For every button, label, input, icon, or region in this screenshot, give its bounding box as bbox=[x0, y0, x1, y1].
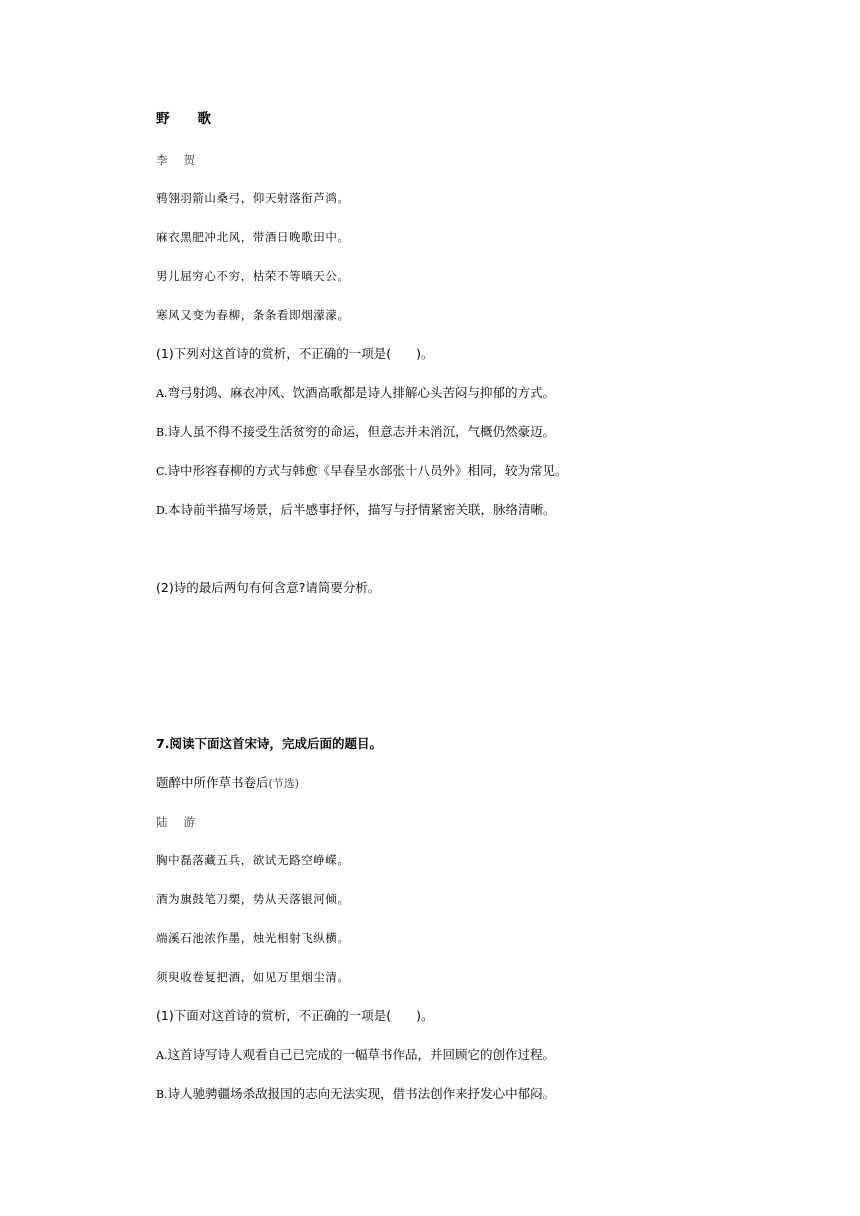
option-letter: B. bbox=[156, 1088, 168, 1101]
poem-title bbox=[156, 111, 211, 127]
option-letter: B. bbox=[156, 426, 168, 439]
option-text: 诗人虽不得不接受生活贫穷的命运，但意志并未消沉，气概仍然豪迈。 bbox=[167, 424, 556, 439]
author-name-part: 陆 bbox=[156, 815, 168, 829]
poem-title-note: (节选) bbox=[268, 777, 300, 790]
option-letter: C. bbox=[156, 465, 168, 478]
poem-line: 寒风又变为春柳，条条看即烟濛濛。 bbox=[156, 308, 350, 322]
option-letter: A. bbox=[156, 1049, 168, 1062]
answer-option bbox=[156, 1086, 555, 1103]
answer-option bbox=[156, 502, 555, 519]
option-text: 本诗前半描写场景，后半感事抒怀，描写与抒情紧密关联，脉络清晰。 bbox=[167, 502, 556, 517]
answer-option bbox=[156, 1047, 555, 1064]
option-text: 弯弓射鸿、麻衣冲风、饮酒高歌都是诗人排解心头苦闷与抑郁的方式。 bbox=[167, 385, 555, 400]
author-name-part: 李 bbox=[156, 153, 168, 167]
poem-line: 端溪石池浓作墨，烛光相射飞纵横。 bbox=[156, 931, 350, 945]
answer-option bbox=[156, 424, 555, 441]
option-text: 诗中形容春柳的方式与韩愈《早春呈水部张十八员外》相同，较为常见。 bbox=[167, 463, 568, 478]
poem-author bbox=[156, 814, 195, 830]
option-text: 诗人驰骋疆场杀敌报国的志向无法实现，借书法创作来抒发心中郁闷。 bbox=[167, 1086, 556, 1101]
answer-option bbox=[156, 385, 555, 402]
author-name-part: 游 bbox=[183, 815, 195, 829]
poem-line: 酒为旗鼓笔刀槊，势从天落银河倾。 bbox=[156, 892, 350, 906]
answer-option bbox=[156, 463, 568, 480]
author-name-part: 贺 bbox=[183, 153, 195, 167]
poem-line: 胸中磊落藏五兵，欲试无路空峥嵘。 bbox=[156, 853, 350, 867]
option-text: 这首诗写诗人观看自己已完成的一幅草书作品，并回顾它的创作过程。 bbox=[167, 1047, 555, 1062]
question-text: (1)下面对这首诗的赏析，不正确的一项是( )。 bbox=[156, 1008, 434, 1023]
poem-title-part: 野 bbox=[156, 111, 170, 127]
poem-line: 麻衣黑肥冲北风，带酒日晚歌田中。 bbox=[156, 230, 350, 244]
poem-title bbox=[156, 775, 299, 792]
poem-title-part: 歌 bbox=[197, 111, 211, 127]
option-letter: D. bbox=[156, 504, 168, 517]
poem-title-text: 题醉中所作草书卷后 bbox=[156, 775, 269, 790]
question-text: (1)下列对这首诗的赏析，不正确的一项是( )。 bbox=[156, 346, 434, 361]
poem-line: 男儿屈穷心不穷，枯荣不等嗔天公。 bbox=[156, 269, 350, 283]
poem-line: 鸦翎羽箭山桑弓，仰天射落衔芦鸿。 bbox=[156, 191, 350, 205]
poem-author bbox=[156, 152, 195, 168]
question-heading: 7.阅读下面这首宋诗，完成后面的题目。 bbox=[156, 736, 382, 751]
question-text: (2)诗的最后两句有何含意?请简要分析。 bbox=[156, 580, 381, 595]
option-letter: A. bbox=[156, 387, 168, 400]
poem-line: 须臾收卷复把酒，如见万里烟尘清。 bbox=[156, 970, 350, 984]
